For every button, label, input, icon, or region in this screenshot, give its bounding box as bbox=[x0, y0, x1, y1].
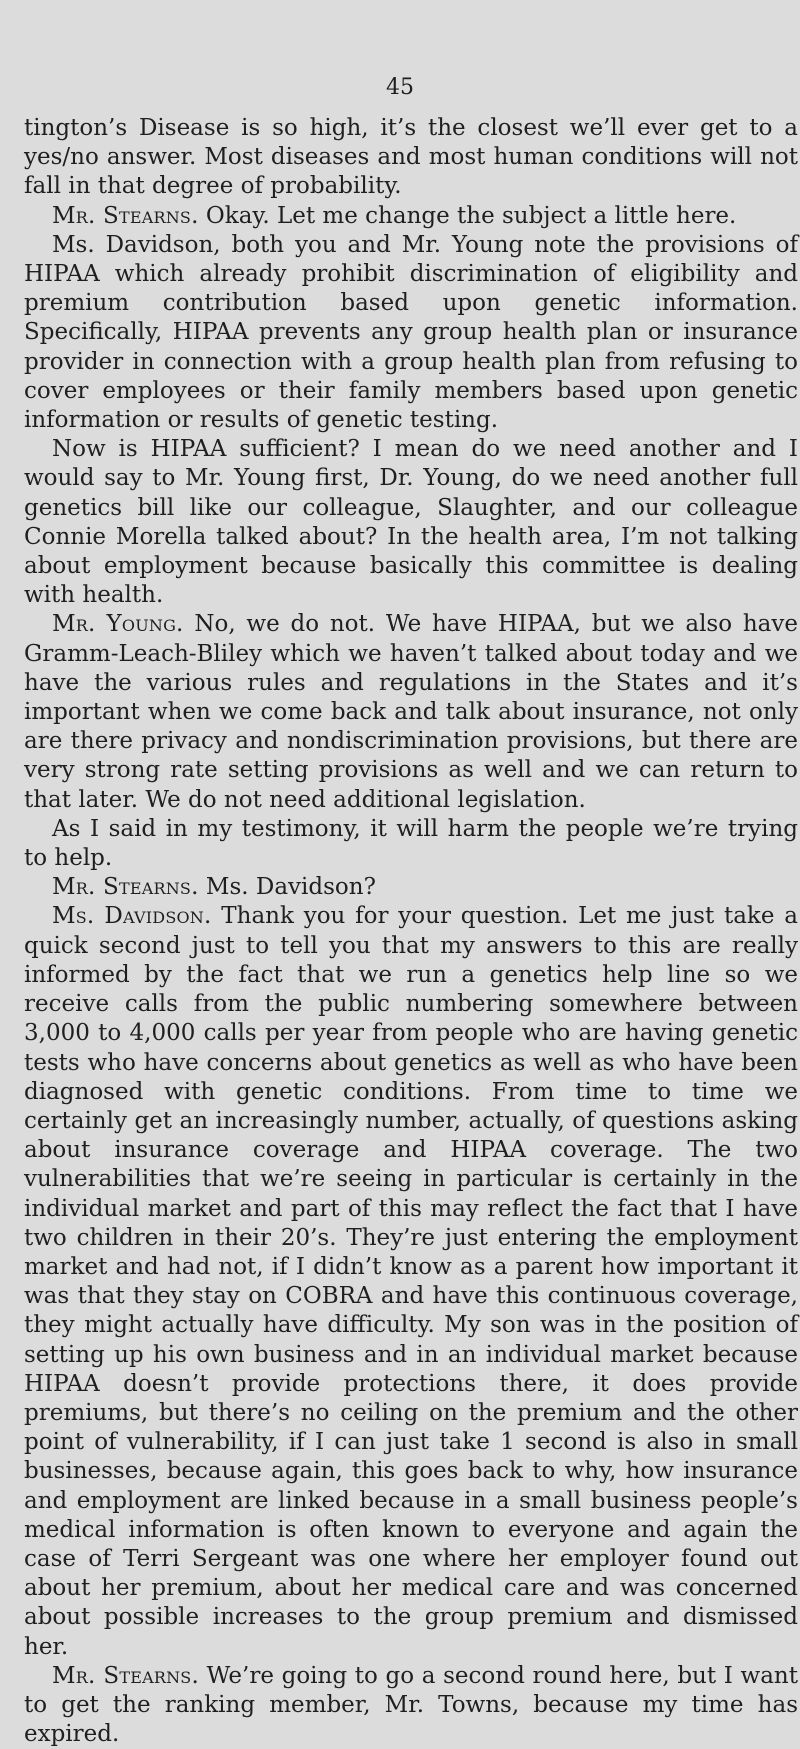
paragraph-text: Ms. Davidson? bbox=[198, 874, 376, 901]
paragraph-text: We’re going to go a second round here, but I want to get the ranking member, Mr. Towns, because my time has expired. bbox=[24, 1662, 798, 1748]
paragraph-1 bbox=[24, 114, 798, 202]
paragraph-text: Thank you for your question. Let me just take a quick second just to tell you that my answers to this are really informed by the fact that we run a genetics help line so we receive calls from the public numbering somewhere between 3,000 to 4,000 calls per year from people who are having genetic tests who have concerns about genetics as well as who have been diagnosed with genetic conditions. From time to time we certainly get an increasingly number, actually, of questions asking about insurance coverage and HIPAA coverage. The two vulnerabilities that we’re seeing in particular is certainly in the individual market and part of this may reflect the fact that I have two children in their 20’s. They’re just entering the employment market and had not, if I didn’t know as a parent how important it was that they stay on COBRA and have this continuous coverage, they might actually have difficulty. My son was in the position of setting up his own business and in an individual market because HIPAA doesn’t provide protections there, it does provide premiums, but there’s no ceiling on the premium and the other point of vulnerability, if I can just take 1 second is also in small businesses, because again, this goes back to why, how insurance and employment are linked because in a small business people’s medical information is often known to everyone and again the case of Terri Sergeant was one where her employer found out about her premium, about her medical care and was concerned about possible increases to the group premium and dismissed her. bbox=[24, 903, 798, 1660]
paragraph-9 bbox=[24, 1662, 798, 1749]
paragraph-text: tington’s Disease is so high, it’s the closest we’ll ever get to a yes/no answer. Most diseases and most human conditions will not fall in that degree of probability. bbox=[24, 115, 798, 200]
paragraph-8 bbox=[24, 902, 798, 1661]
paragraph-text: No, we do not. We have HIPAA, but we also have Gramm-Leach-Bliley which we haven’t talked about today and we have the various rules and regulations in the States and it’s important when we come back and talk about insurance, not only are there privacy and nondiscrimination provisions, but there are very strong rate setting provisions as well and we can return to that later. We do not need additional legislation. bbox=[24, 611, 798, 813]
speaker-name: Ms. Davidson. bbox=[52, 903, 212, 930]
transcript-body bbox=[24, 114, 798, 1749]
paragraph-3 bbox=[24, 231, 798, 435]
paragraph-text: Ms. Davidson, both you and Mr. Young note the provisions of HIPAA which already prohibit discrimination of eligibility and premium contribution based upon genetic information. Specifically, HIPAA prevents any group health plan or insurance provider in connection with a group health plan from refusing to cover employees or their family members based upon genetic information or results of genetic testing. bbox=[24, 231, 798, 434]
paragraph-2 bbox=[24, 202, 798, 231]
paragraph-text: As I said in my testimony, it will harm the people we’re trying to help. bbox=[24, 815, 798, 872]
speaker-name: Mr. Young. bbox=[52, 611, 184, 638]
speaker-name: Mr. Stearns. bbox=[52, 1662, 199, 1689]
page-number: 45 bbox=[386, 75, 414, 100]
paragraph-text: Now is HIPAA sufficient? I mean do we need another and I would say to Mr. Young first, Dr. Young, do we need another full genetics bill like our colleague, Slaughter, and our colleague Connie Morella talked about? In the health area, I’m not talking about employment because basically this committee is dealing with health. bbox=[24, 436, 798, 609]
speaker-name: Mr. Stearns. bbox=[52, 202, 199, 229]
paragraph-text: Okay. Let me change the subject a little here. bbox=[198, 202, 737, 229]
speaker-name: Mr. Stearns. bbox=[52, 874, 199, 901]
paragraph-7 bbox=[24, 873, 798, 902]
paragraph-6 bbox=[24, 815, 798, 873]
paragraph-4 bbox=[24, 435, 798, 610]
paragraph-5 bbox=[24, 610, 798, 814]
